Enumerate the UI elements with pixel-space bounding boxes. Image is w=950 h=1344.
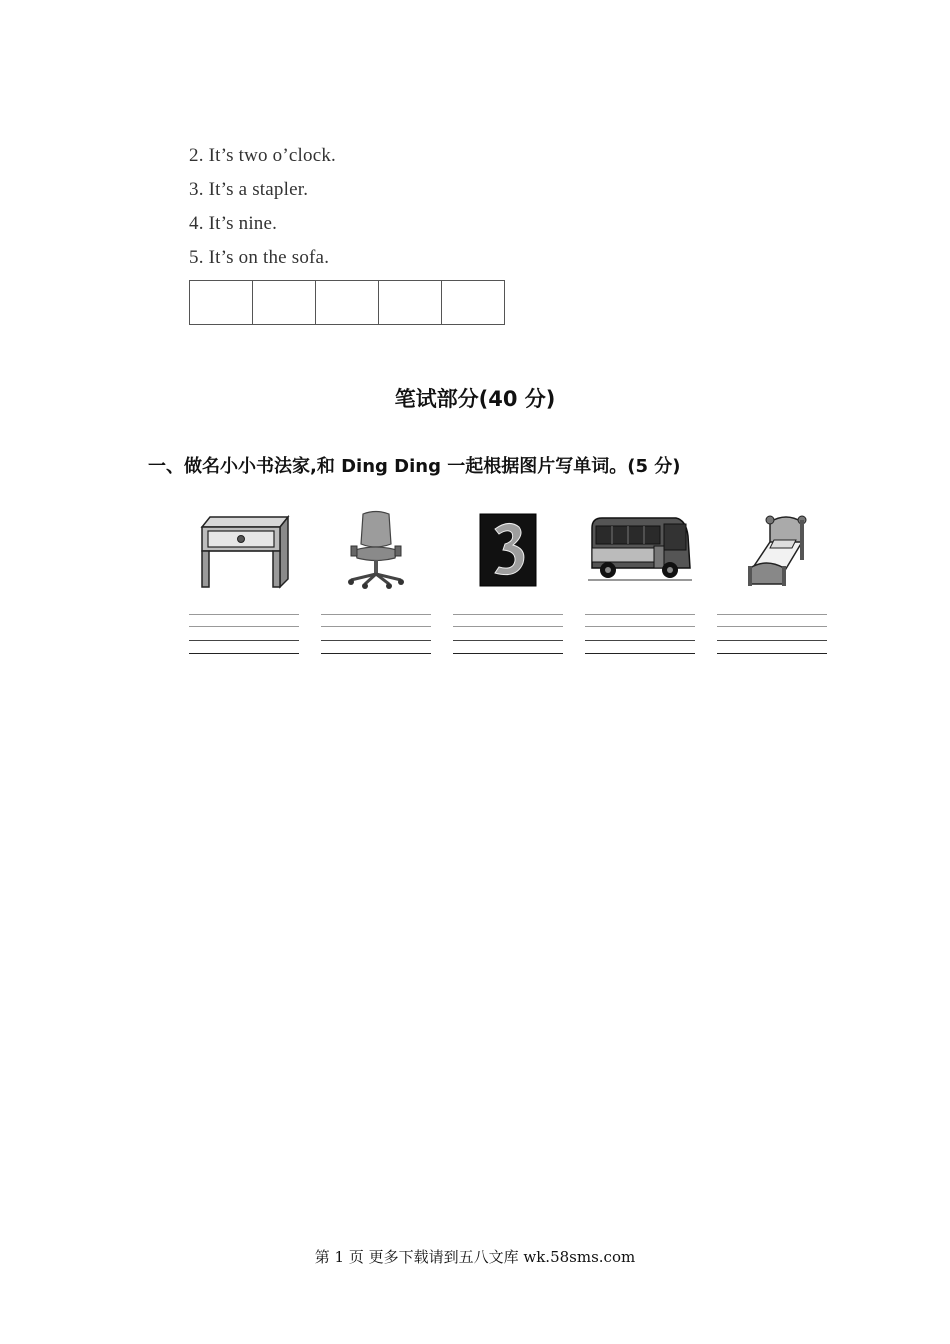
bus-icon <box>585 505 695 595</box>
listening-sentence: 5. It’s on the sofa. <box>189 247 330 268</box>
question-heading: 一、做名小小书法家,和 Ding Ding 一起根据图片写单词。(5 分) <box>148 456 681 477</box>
chair-icon <box>321 505 431 595</box>
writing-line-set[interactable] <box>585 612 695 656</box>
listening-sentence: 4. It’s nine. <box>189 213 278 234</box>
bed-icon <box>717 505 827 595</box>
handwriting-lines-row <box>0 612 950 662</box>
writing-line-set[interactable] <box>717 612 827 656</box>
answer-box[interactable] <box>379 281 442 324</box>
section-title: 笔试部分(40 分) <box>394 387 556 411</box>
answer-box[interactable] <box>316 281 379 324</box>
answer-box-grid <box>189 280 505 325</box>
listening-sentence: 3. It’s a stapler. <box>189 179 309 200</box>
number-three-icon <box>453 505 563 595</box>
writing-line-set[interactable] <box>321 612 431 656</box>
listening-sentence: 2. It’s two o’clock. <box>189 145 337 166</box>
answer-box[interactable] <box>190 281 253 324</box>
answer-box[interactable] <box>442 281 505 324</box>
listening-sentence-list <box>189 142 336 278</box>
picture-row <box>0 505 950 595</box>
page-footer: 第 1 页 更多下载请到五八文库 wk.58sms.com <box>314 1248 636 1266</box>
writing-line-set[interactable] <box>189 612 299 656</box>
desk-icon <box>189 505 299 595</box>
writing-line-set[interactable] <box>453 612 563 656</box>
answer-box[interactable] <box>253 281 316 324</box>
